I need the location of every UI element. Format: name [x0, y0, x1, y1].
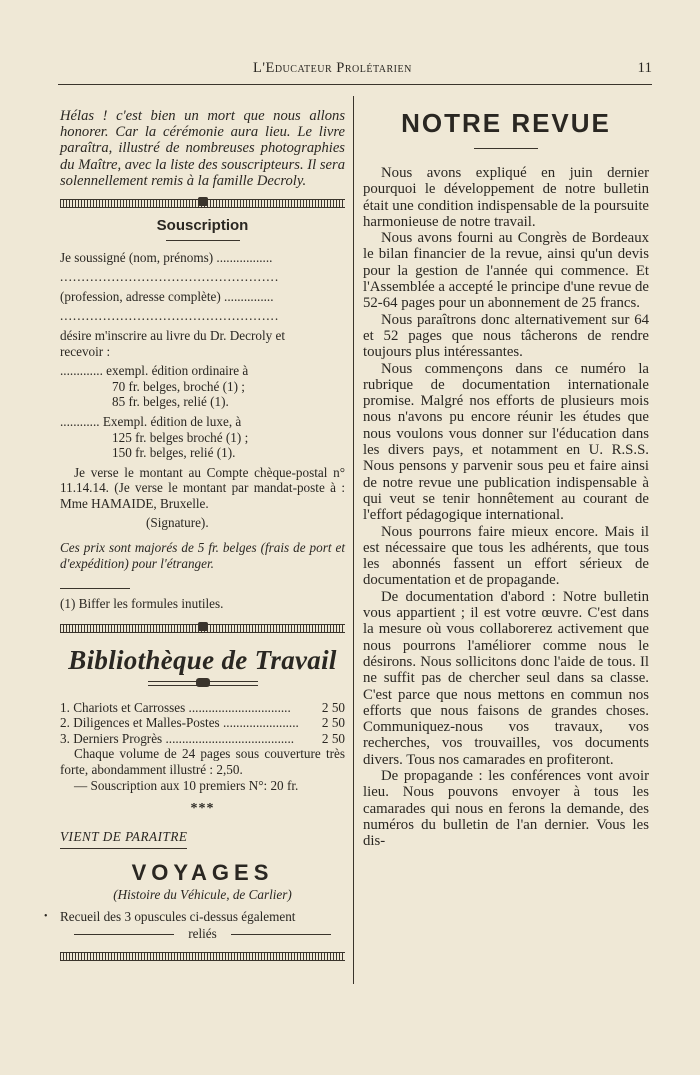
footnote: (1) Biffer les formules inutiles.	[60, 588, 345, 612]
volume-description: Chaque volume de 24 pages sous couverture très forte, abondamment illustré : 2,50.	[60, 746, 345, 778]
form-line-blank: ...................................................	[60, 269, 280, 285]
form-line-desire: désire m'inscrire au livre du Dr. Decroly et	[60, 327, 286, 343]
item-price: 2 50	[321, 715, 345, 731]
form-line-recevoir: recevoir :	[60, 343, 111, 359]
left-column	[44, 108, 345, 971]
voyages-line	[44, 908, 345, 925]
column-separator	[353, 96, 354, 984]
section-stars: ***	[190, 801, 215, 817]
voyages-text: Recueil des 3 opuscules ci-dessus également	[60, 908, 296, 924]
rule-ornament-icon	[198, 622, 208, 631]
running-title: L'Educateur Prolétarien	[253, 60, 412, 76]
short-rule	[166, 240, 240, 241]
list-item	[60, 731, 345, 747]
option-ordinaire-broche: 70 fr. belges, broché (1) ;	[112, 378, 245, 394]
item-name: 2. Diligences et Malles-Postes .......................	[60, 715, 299, 731]
paragraph: Nous commençons dans ce numéro la rubrique de documentation internationale promise. Malgré nos efforts de plusieurs mois nous n'avons pu encore réunir les études que nous voulons vous donner sur l'éducation dans les divers pays, et notamment en U. R.S.S. Nous pensons y parvenir sous peu et faire ainsi de notre revue une publication indispensable à qui veut se tenir honnêtement au courant de l'effort pédagogique international.	[363, 360, 649, 524]
paragraph: Nous paraîtrons donc alternativement sur 64 et 52 pages que nous tâcherons de rendre toujours plus intéressantes.	[363, 311, 649, 361]
paragraph: De propagande : les conférences vont avoir lieu. Nous pouvons envoyer à tous les camarades qui nous en ferons la demande, des numéros du bulletin de l'an dernier. Vous les dis-	[363, 767, 649, 850]
intro-paragraph: Hélas ! c'est bien un mort que nous allons honorer. Car la cérémonie aura lieu. Le livre paraîtra, illustré de nombreuses photographies du Maître, avec la liste des souscripteurs. Il sera solennellement remis à la famille Decroly.	[60, 108, 345, 189]
vient-de-paraitre: VIENT DE PARAITRE	[60, 829, 187, 848]
voyages-subtitle: (Histoire du Véhicule, de Carlier)	[113, 887, 292, 903]
rule-ornament-icon	[196, 678, 210, 687]
item-name: 1. Chariots et Carrosses ...............................	[60, 699, 291, 715]
option-ordinaire: ............. exempl. édition ordinaire à	[60, 363, 249, 379]
header-rule	[58, 84, 652, 85]
item-name: 3. Derniers Progrès .......................................	[60, 730, 295, 746]
option-luxe-broche: 125 fr. belges broché (1) ;	[112, 429, 249, 445]
bibliotheque-heading: Bibliothèque de Travail	[68, 644, 337, 675]
option-luxe: ............ Exempl. édition de luxe, à	[60, 413, 242, 429]
signature-line: (Signature).	[146, 514, 209, 530]
form-line-blank: ...................................................	[60, 308, 280, 324]
ornamental-rule	[60, 199, 345, 208]
souscription-price: — Souscription aux 10 premiers N°: 20 fr.	[74, 777, 299, 793]
ornamental-rule	[60, 624, 345, 633]
list-item	[60, 700, 345, 716]
souscription-heading: Souscription	[156, 217, 249, 235]
page-header	[58, 60, 652, 80]
option-ordinaire-relie: 85 fr. belges, relié (1).	[112, 394, 229, 410]
paragraph: De documentation d'abord : Notre bulletin vous appartient ; il est votre œuvre. C'est dans la mesure où vous collaborerez activement que nous pourrons l'améliorer comme nous le désirons. Nous sollicitons donc l'aide de tous. Il ne suffit pas de chercher seul dans sa classe. C'est parce que nous mettons en commun nos efforts que nous faisons de grandes choses. Communiquez-nous vos travaux, vos recherches, vos trouvailles, vos documents divers. Tous nos camarades en profiteront.	[363, 588, 649, 768]
paragraph: Nous avons fourni au Congrès de Bordeaux le bilan financier de la revue, ainsi qu'un devis pour la gestion de l'année qui commence. Et l'Assemblée a accepté le principe d'une revue de 52-64 pages pour un abonnement de 25 francs.	[363, 230, 649, 312]
versement-paragraph: Je verse le montant au Compte chèque-postal n° 11.14.14. (Je verse le montant par mandat-poste à : Mme HAMAIDE, Bruxelle.	[60, 464, 345, 511]
relies-line	[60, 926, 345, 942]
item-price: 2 50	[321, 730, 345, 746]
right-column	[363, 108, 649, 849]
rule-ornament-icon	[198, 197, 208, 206]
notre-revue-heading: NOTRE REVUE	[401, 108, 611, 138]
option-luxe-relie: 150 fr. belges, relié (1).	[112, 445, 236, 461]
item-price: 2 50	[321, 699, 345, 715]
voyages-heading: VOYAGES	[131, 860, 274, 886]
paragraph: Nous pourrons faire mieux encore. Mais il est nécessaire que tous les adhérents, que tous les abonnés fassent un effort sérieux de documentation et de propagande.	[363, 523, 649, 589]
page-number: 11	[637, 60, 652, 76]
bullet-icon: •	[44, 910, 48, 922]
ornamental-rule	[60, 952, 345, 961]
relies-text: reliés	[188, 926, 217, 942]
list-item	[60, 715, 345, 731]
short-rule	[474, 148, 538, 149]
ornamental-short-rule	[148, 681, 258, 686]
form-line-name: Je soussigné (nom, prénoms) .................	[60, 249, 273, 265]
paragraph: Nous avons expliqué en juin dernier pourquoi le développement de notre bulletin était une condition indispensable de la poursuite harmonieuse de notre travail.	[363, 165, 649, 230]
prix-note: Ces prix sont majorés de 5 fr. belges (frais de port et d'expédition) pour l'étranger.	[60, 540, 345, 572]
form-line-profession: (profession, adresse complète) ...............	[60, 288, 274, 304]
